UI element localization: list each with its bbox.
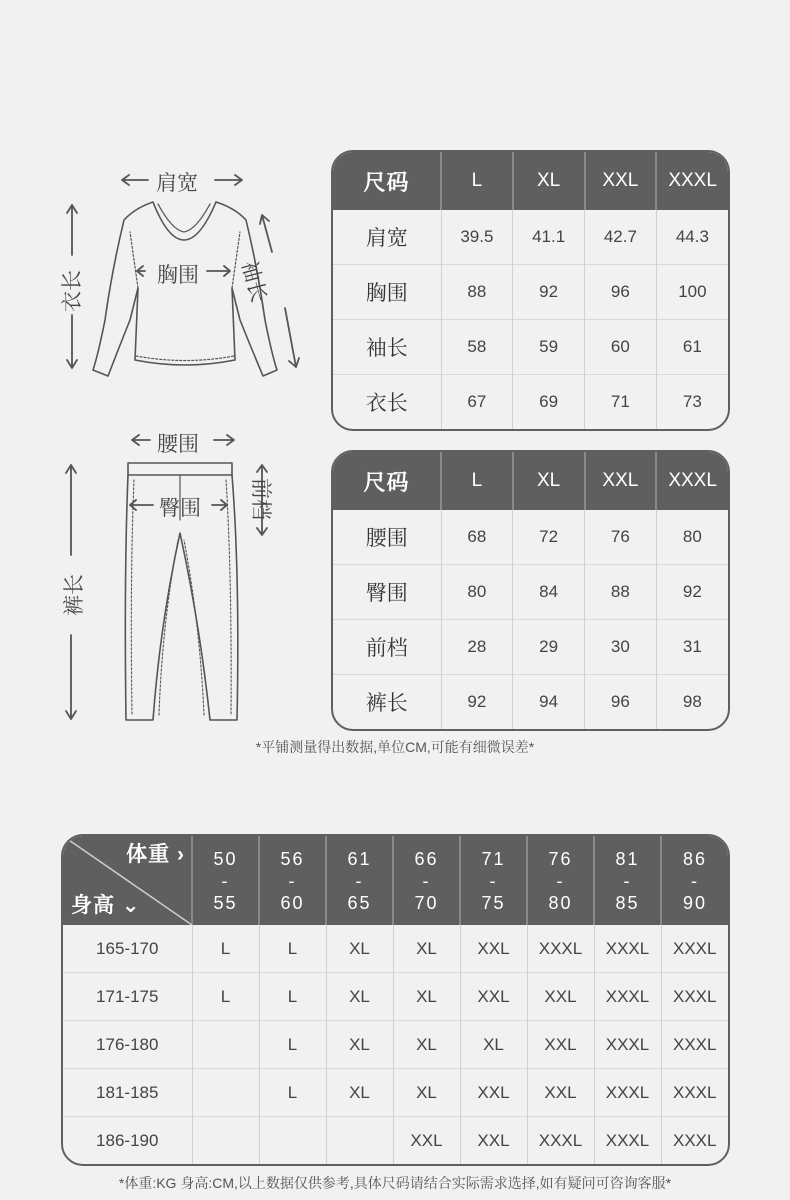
size-cell (192, 1117, 259, 1165)
weight-dash: - (623, 870, 632, 891)
size-cell (192, 1069, 259, 1117)
table-cell: 44.3 (656, 210, 728, 265)
size-cell: XL (393, 973, 460, 1021)
size-cell: XL (393, 925, 460, 973)
row-label: 裤长 (333, 675, 441, 730)
weight-range (661, 836, 728, 925)
top-table-header (333, 152, 728, 210)
table-cell: 88 (585, 565, 657, 620)
row-label: 衣长 (333, 375, 441, 430)
size-cell: XL (326, 1021, 393, 1069)
row-label: 臀围 (333, 565, 441, 620)
size-cell: L (192, 973, 259, 1021)
height-range: 165-170 (96, 938, 159, 958)
size-cell: L (259, 1021, 326, 1069)
pants-table-header (333, 452, 728, 510)
table-cell: 41.1 (513, 210, 585, 265)
header-l: L (441, 152, 513, 210)
table-cell: 58 (441, 320, 513, 375)
size-cell: XXL (527, 1069, 594, 1117)
table-cell: 92 (441, 675, 513, 730)
table-row (63, 1069, 728, 1117)
corner-header (63, 836, 192, 925)
size-cell: XXXL (661, 925, 728, 973)
size-cell: XXL (527, 973, 594, 1021)
size-cell: XL (393, 1069, 460, 1117)
length-label: 衣长 (61, 270, 84, 312)
size-cell: XXXL (661, 973, 728, 1021)
size-cell: XL (460, 1021, 527, 1069)
size-cell: XXXL (661, 1069, 728, 1117)
table-row (63, 925, 728, 973)
size-cell: XXXL (594, 1117, 661, 1165)
table-cell: 72 (513, 510, 585, 565)
table-cell: 92 (656, 565, 728, 620)
size-cell: XL (326, 973, 393, 1021)
size-cell: XXL (460, 1117, 527, 1165)
table-row (63, 1021, 728, 1069)
size-cell: XXXL (661, 1021, 728, 1069)
header-xl: XL (513, 452, 585, 510)
size-cell (192, 1021, 259, 1069)
table-cell: 28 (441, 620, 513, 675)
table-cell: 73 (656, 375, 728, 430)
chest-label: 胸围 (157, 264, 199, 287)
table-cell: 88 (441, 265, 513, 320)
height-range: 181-185 (63, 1069, 192, 1117)
weight-header-row (63, 836, 728, 925)
size-cell: XXXL (594, 973, 661, 1021)
table-cell: 30 (585, 620, 657, 675)
weight-from: 61 (347, 848, 372, 869)
size-cell (326, 1117, 393, 1165)
weight-to: 70 (414, 892, 439, 913)
table-cell: 61 (656, 320, 728, 375)
size-cell: XXXL (594, 925, 661, 973)
size-cell: XXL (393, 1117, 460, 1165)
height-range: 186-190 (63, 1117, 192, 1165)
size-cell: L (259, 973, 326, 1021)
size-cell: XXL (460, 973, 527, 1021)
weight-range (527, 836, 594, 925)
table-row (333, 565, 728, 620)
waist-label: 腰围 (157, 433, 199, 456)
weight-dash: - (355, 870, 364, 891)
weight-dash: - (489, 870, 498, 891)
table-cell: 29 (513, 620, 585, 675)
header-l: L (441, 452, 513, 510)
pants-size-table (331, 450, 730, 731)
weight-dash: - (288, 870, 297, 891)
table-cell: 71 (585, 375, 657, 430)
size-cell: XL (326, 1069, 393, 1117)
header-xxxl: XXXL (656, 452, 728, 510)
table-cell: 98 (656, 675, 728, 730)
table-cell: 96 (585, 675, 657, 730)
header-xl: XL (513, 152, 585, 210)
table-cell: 59 (513, 320, 585, 375)
weight-to: 65 (347, 892, 372, 913)
size-recommend-table (61, 834, 730, 1166)
weight-range (460, 836, 527, 925)
table-row (333, 620, 728, 675)
weight-from: 50 (213, 848, 238, 869)
header-xxl: XXL (585, 452, 657, 510)
table-cell: 76 (585, 510, 657, 565)
table-row (333, 265, 728, 320)
table-cell: 31 (656, 620, 728, 675)
table-cell: 92 (513, 265, 585, 320)
table-cell: 60 (585, 320, 657, 375)
top-size-table (331, 150, 730, 431)
table-row (333, 320, 728, 375)
weight-from: 86 (682, 848, 708, 869)
pants-length-label: 裤长 (63, 574, 86, 616)
table-row (333, 510, 728, 565)
header-size: 尺码 (333, 152, 441, 210)
table-cell: 69 (513, 375, 585, 430)
weight-axis-label: 体重 › (126, 843, 185, 866)
size-cell: L (192, 925, 259, 973)
table-cell: 84 (513, 565, 585, 620)
row-label: 胸围 (333, 265, 441, 320)
size-cell: XL (326, 925, 393, 973)
row-label: 前档 (333, 620, 441, 675)
weight-from: 56 (280, 848, 305, 869)
measure-note: *平铺测量得出数据,单位CM,可能有细微误差* (255, 739, 535, 755)
size-cell: XXL (460, 925, 527, 973)
height-range: 176-180 (63, 1021, 192, 1069)
row-label: 腰围 (365, 527, 408, 550)
weight-dash: - (556, 870, 565, 891)
size-cell: XXXL (661, 1117, 728, 1165)
weight-dash: - (221, 870, 230, 891)
table-row (333, 375, 728, 430)
header-xxl: XXL (585, 152, 657, 210)
weight-from: 81 (615, 848, 640, 869)
weight-from: 66 (414, 848, 439, 869)
weight-to: 55 (213, 892, 238, 913)
hip-label: 臀围 (159, 497, 201, 520)
size-cell: XXL (460, 1069, 527, 1117)
size-cell (259, 1117, 326, 1165)
size-cell: L (259, 925, 326, 973)
weight-from: 76 (548, 848, 573, 869)
height-range: 171-175 (63, 973, 192, 1021)
weight-dash: - (691, 870, 699, 891)
weight-dash: - (422, 870, 431, 891)
row-label: 袖长 (333, 320, 441, 375)
rise-label: 前档 (249, 478, 272, 520)
table-cell: 80 (656, 510, 728, 565)
size-cell: XXL (527, 1021, 594, 1069)
table-cell: 96 (585, 265, 657, 320)
size-cell: XXXL (594, 1021, 661, 1069)
table-cell: 39.5 (441, 210, 513, 265)
size-cell: XXXL (527, 925, 594, 973)
table-cell: 80 (441, 565, 513, 620)
table-cell: 68 (441, 510, 513, 565)
table-row (333, 675, 728, 730)
height-axis-label: 身高 ⌄ (71, 894, 141, 917)
weight-range (192, 836, 259, 925)
weight-from: 71 (481, 848, 506, 869)
weight-to: 80 (548, 892, 573, 913)
size-cell: XXXL (527, 1117, 594, 1165)
size-cell: L (259, 1069, 326, 1117)
table-row (63, 973, 728, 1021)
table-cell: 67 (441, 375, 513, 430)
size-cell: XXXL (594, 1069, 661, 1117)
size-cell: XL (393, 1021, 460, 1069)
weight-range (326, 836, 393, 925)
weight-to: 90 (682, 892, 708, 913)
table-row (63, 1117, 728, 1165)
header-size: 尺码 (333, 452, 441, 510)
table-cell: 100 (656, 265, 728, 320)
weight-range (259, 836, 326, 925)
weight-to: 85 (615, 892, 640, 913)
table-cell: 42.7 (585, 210, 657, 265)
sleeve-label: 袖长 (236, 258, 271, 305)
weight-range (594, 836, 661, 925)
shoulder-label: 肩宽 (156, 172, 198, 195)
row-label: 肩宽 (365, 227, 408, 250)
weight-to: 75 (481, 892, 506, 913)
table-cell: 94 (513, 675, 585, 730)
weight-to: 60 (280, 892, 305, 913)
table-row (333, 210, 728, 265)
header-xxxl: XXXL (656, 152, 728, 210)
weight-range (393, 836, 460, 925)
footer-note: *体重:KG 身高:CM,以上数据仅供参考,具体尺码请结合实际需求选择,如有疑问可咨询客服* (118, 1175, 672, 1191)
